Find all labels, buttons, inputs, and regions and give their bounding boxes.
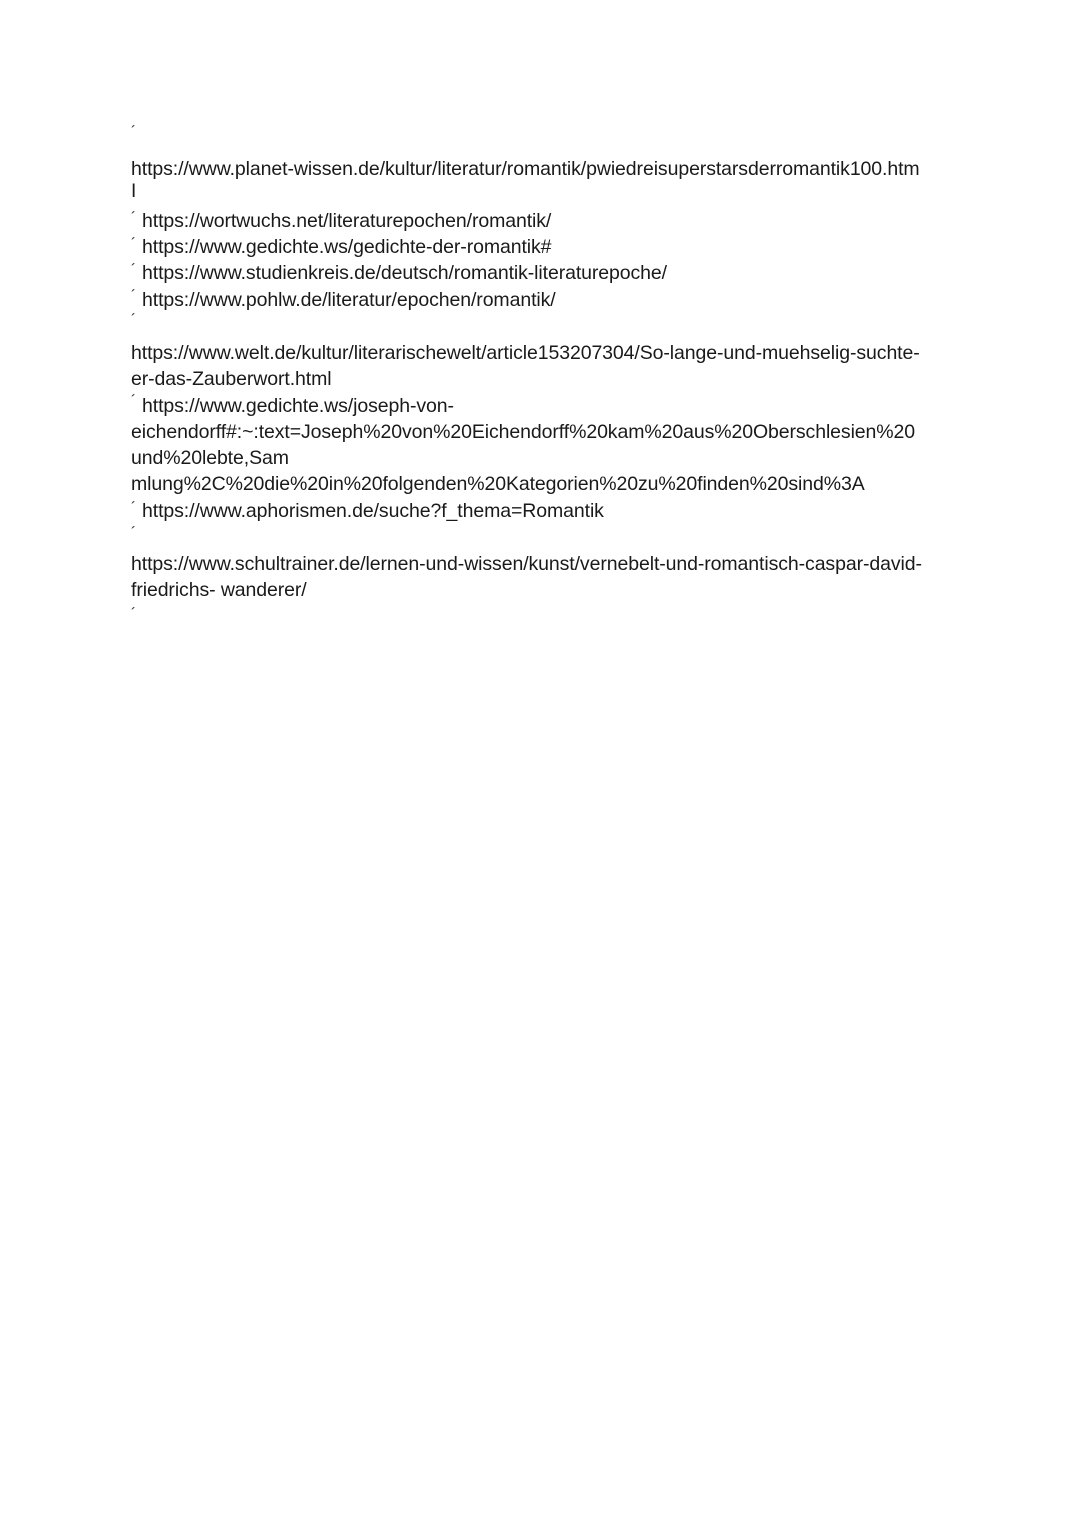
stray-mark: ´ (131, 261, 136, 278)
stray-mark: ´ (131, 499, 136, 516)
stray-mark: ´ (131, 123, 136, 140)
link-gedichte-romantik[interactable]: https://www.gedichte.ws/gedichte-der-romantik# (142, 236, 552, 258)
stray-mark: ´ (131, 209, 136, 226)
link-schultrainer[interactable]: https://www.schultrainer.de/lernen-und-wissen/kunst/vernebelt-und-romantisch-caspar-david- (131, 553, 922, 575)
link-gedichte-eichendorff-continued[interactable]: und%20lebte,Sam (131, 447, 289, 469)
stray-mark: ´ (131, 605, 136, 622)
link-gedichte-eichendorff-continued[interactable]: mlung%2C%20die%20in%20folgenden%20Kategorien%20zu%20finden%20sind%3A (131, 473, 865, 495)
link-schultrainer-continued[interactable]: friedrichs- wanderer/ (131, 579, 307, 601)
link-welt[interactable]: https://www.welt.de/kultur/literarischewelt/article153207304/So-lange-und-muehselig-suchte- (131, 342, 920, 364)
link-planet-wissen[interactable]: https://www.planet-wissen.de/kultur/literatur/romantik/pwiedreisuperstarsderromantik100.htm (131, 158, 920, 180)
link-welt-continued[interactable]: er-das-Zauberwort.html (131, 368, 332, 390)
stray-mark: ´ (131, 392, 136, 409)
link-gedichte-eichendorff[interactable]: https://www.gedichte.ws/joseph-von- (142, 395, 454, 417)
stray-mark: ´ (131, 235, 136, 252)
link-pohlw[interactable]: https://www.pohlw.de/literatur/epochen/romantik/ (142, 289, 556, 311)
link-gedichte-eichendorff-continued[interactable]: eichendorff#:~:text=Joseph%20von%20Eichendorff%20kam%20aus%20Oberschlesien%20 (131, 421, 916, 443)
link-wortwuchs[interactable]: https://wortwuchs.net/literaturepochen/romantik/ (142, 210, 552, 232)
link-studienkreis[interactable]: https://www.studienkreis.de/deutsch/romantik-literaturepoche/ (142, 262, 667, 284)
stray-mark: ´ (131, 287, 136, 304)
stray-mark: ´ (131, 311, 136, 328)
link-aphorismen[interactable]: https://www.aphorismen.de/suche?f_thema=Romantik (142, 500, 604, 522)
text-cursor-bar: I (131, 181, 137, 202)
stray-mark: ´ (131, 524, 136, 541)
